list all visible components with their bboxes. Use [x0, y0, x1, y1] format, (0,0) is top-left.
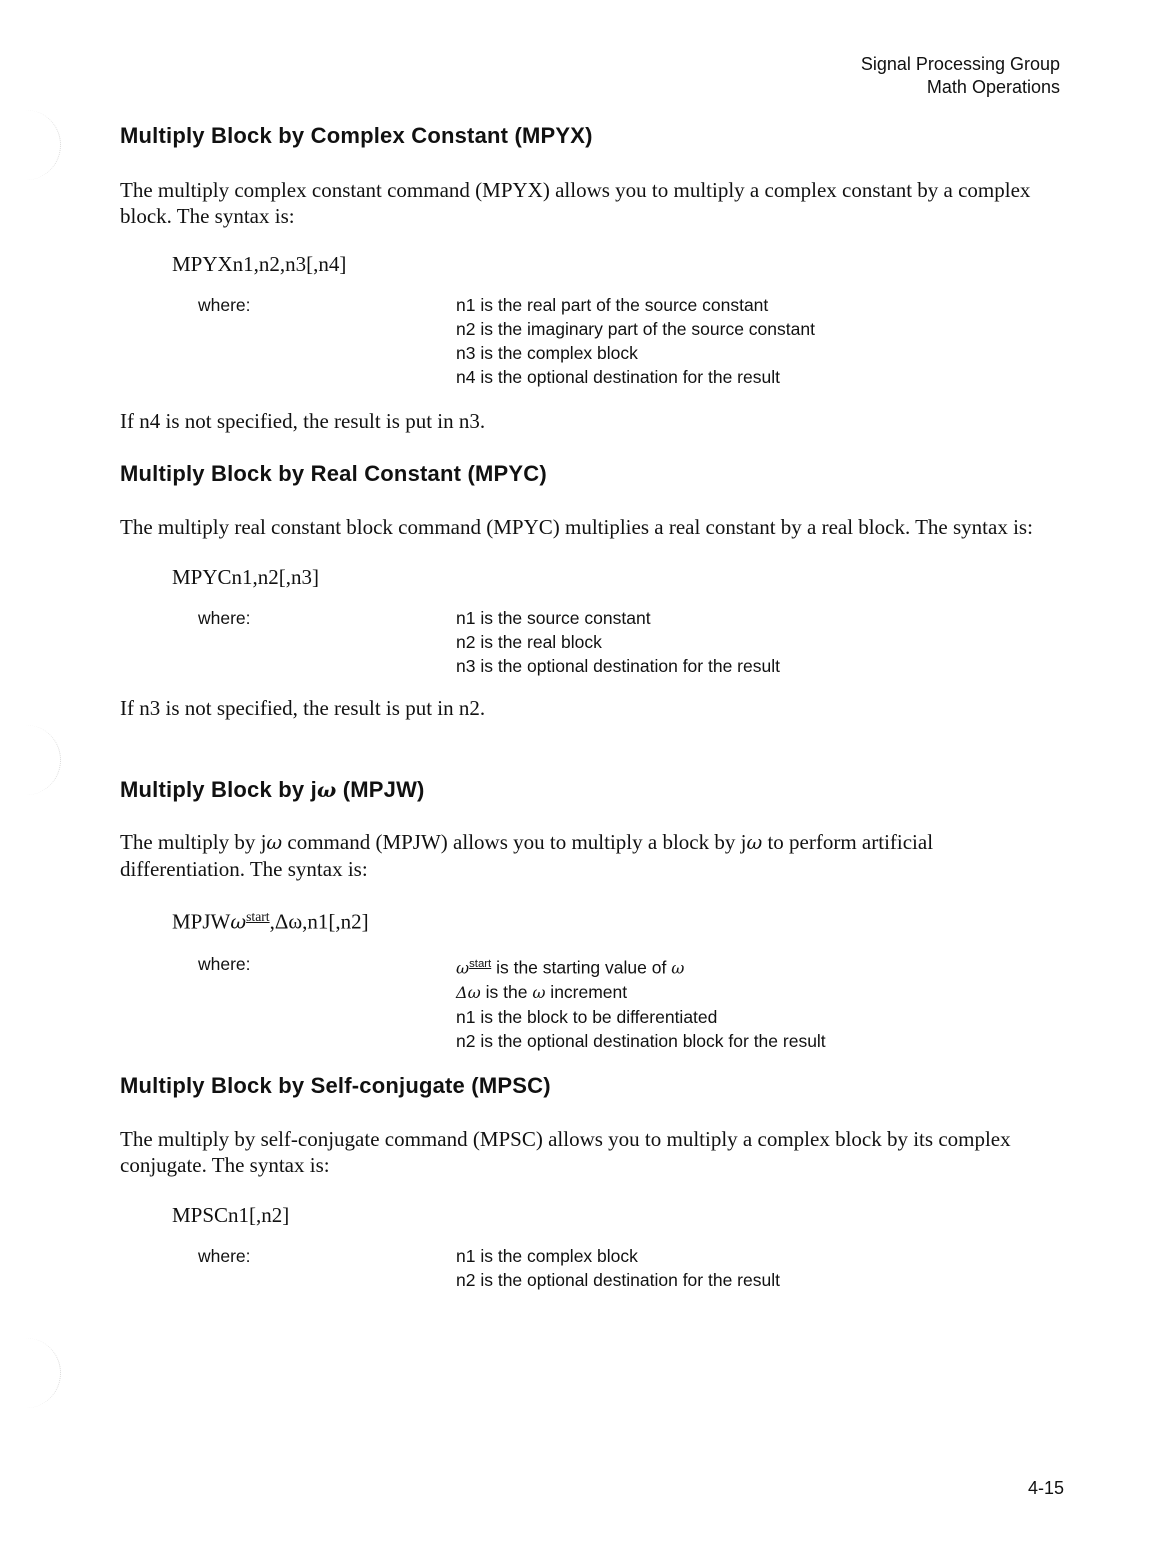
- syntax-line: MPYXn1,n2,n3[,n4]: [172, 252, 347, 276]
- section-heading: Multiply Block by Self-conjugate (MPSC): [120, 1073, 551, 1098]
- section-note: If n4 is not specified, the result is put in n3.: [120, 409, 486, 433]
- binder-hole-middle: [0, 725, 61, 795]
- running-head: [861, 53, 1060, 99]
- where-block: [120, 293, 1040, 389]
- section-mpjw: [120, 776, 1040, 1053]
- superscript-start: start: [469, 957, 492, 970]
- syntax-text: ,Δω,n1[,n2]: [269, 909, 369, 934]
- heading-text: Multiply Block by j: [120, 777, 317, 802]
- param-item: [456, 980, 1040, 1005]
- param-text: increment: [545, 981, 628, 1002]
- omega-symbol: ω: [746, 831, 763, 854]
- param-list: [456, 952, 1040, 1053]
- section-heading: Multiply Block by Real Constant (MPYC): [120, 461, 547, 486]
- param-item: n2 is the real block: [456, 632, 602, 652]
- omega-symbol: ω: [532, 982, 546, 1002]
- section-heading: [120, 776, 1040, 804]
- where-block: [120, 1244, 1040, 1292]
- running-head-group: Signal Processing Group: [860, 54, 1060, 74]
- param-text: is the starting value of: [491, 956, 672, 977]
- section-note: If n3 is not specified, the result is put in n2.: [120, 696, 486, 720]
- omega-symbol: ω: [456, 957, 470, 977]
- heading-text: (MPJW): [336, 777, 425, 802]
- param-item: n1 is the source constant: [456, 608, 651, 628]
- param-item: n3 is the complex block: [456, 343, 638, 363]
- syntax-line: MPYCn1,n2[,n3]: [172, 565, 320, 589]
- omega-symbol: ω: [266, 831, 283, 854]
- where-label: where:: [198, 295, 251, 315]
- param-item: n2 is the optional destination block for the result: [456, 1030, 826, 1051]
- section-intro: The multiply complex constant command (MPYX) allows you to multiply a complex constant by a complex block. The syntax is:: [120, 178, 1031, 228]
- binder-hole-top: [0, 110, 61, 180]
- param-text: is the: [480, 981, 533, 1002]
- syntax-text: MPJW: [172, 909, 231, 934]
- superscript-start: start: [246, 909, 270, 924]
- section-mpyc: [120, 460, 1040, 721]
- omega-symbol: ω: [316, 778, 337, 802]
- binder-hole-bottom: [0, 1338, 61, 1408]
- page-number: 4-15: [1027, 1478, 1064, 1498]
- intro-text: to perform artificial differentiation. The syntax is:: [120, 830, 934, 881]
- param-list: [456, 293, 1040, 389]
- syntax-line: MPSCn1[,n2]: [172, 1203, 290, 1227]
- omega-symbol: ω: [671, 957, 685, 977]
- syntax-line: [120, 904, 1040, 936]
- section-heading: Multiply Block by Complex Constant (MPYX): [120, 123, 593, 148]
- omega-symbol: ω: [230, 910, 247, 934]
- where-label: where:: [198, 608, 251, 628]
- where-label: where:: [198, 953, 251, 974]
- section-intro: The multiply real constant block command (MPYC) multiplies a real constant by a real block. The syntax is:: [120, 515, 1033, 539]
- param-item: n1 is the block to be differentiated: [456, 1006, 718, 1027]
- intro-text: The multiply by j: [120, 830, 267, 854]
- where-block: [120, 952, 1040, 1053]
- section-intro: The multiply by self-conjugate command (MPSC) allows you to multiply a complex block by its complex conjugate. The syntax is:: [120, 1127, 1011, 1177]
- param-item: n1 is the real part of the source constant: [456, 295, 769, 315]
- param-list: [456, 606, 1040, 678]
- param-list: [456, 1244, 1040, 1292]
- section-mpsc: [120, 1072, 1040, 1292]
- where-block: [120, 606, 1040, 678]
- section-intro: [120, 829, 1040, 882]
- param-item: n2 is the imaginary part of the source constant: [456, 319, 815, 339]
- param-item: n2 is the optional destination for the result: [456, 1270, 780, 1290]
- delta-omega-symbol: Δω: [456, 982, 481, 1002]
- param-item: n1 is the complex block: [456, 1246, 638, 1266]
- running-head-chapter: Math Operations: [926, 77, 1060, 97]
- param-item: n3 is the optional destination for the result: [456, 656, 780, 676]
- intro-text: command (MPJW) allows you to multiply a block by j: [282, 830, 747, 854]
- section-mpyx: [120, 122, 1040, 434]
- where-label: where:: [198, 1246, 251, 1266]
- param-item: [456, 952, 1040, 980]
- param-item: n4 is the optional destination for the result: [456, 367, 780, 387]
